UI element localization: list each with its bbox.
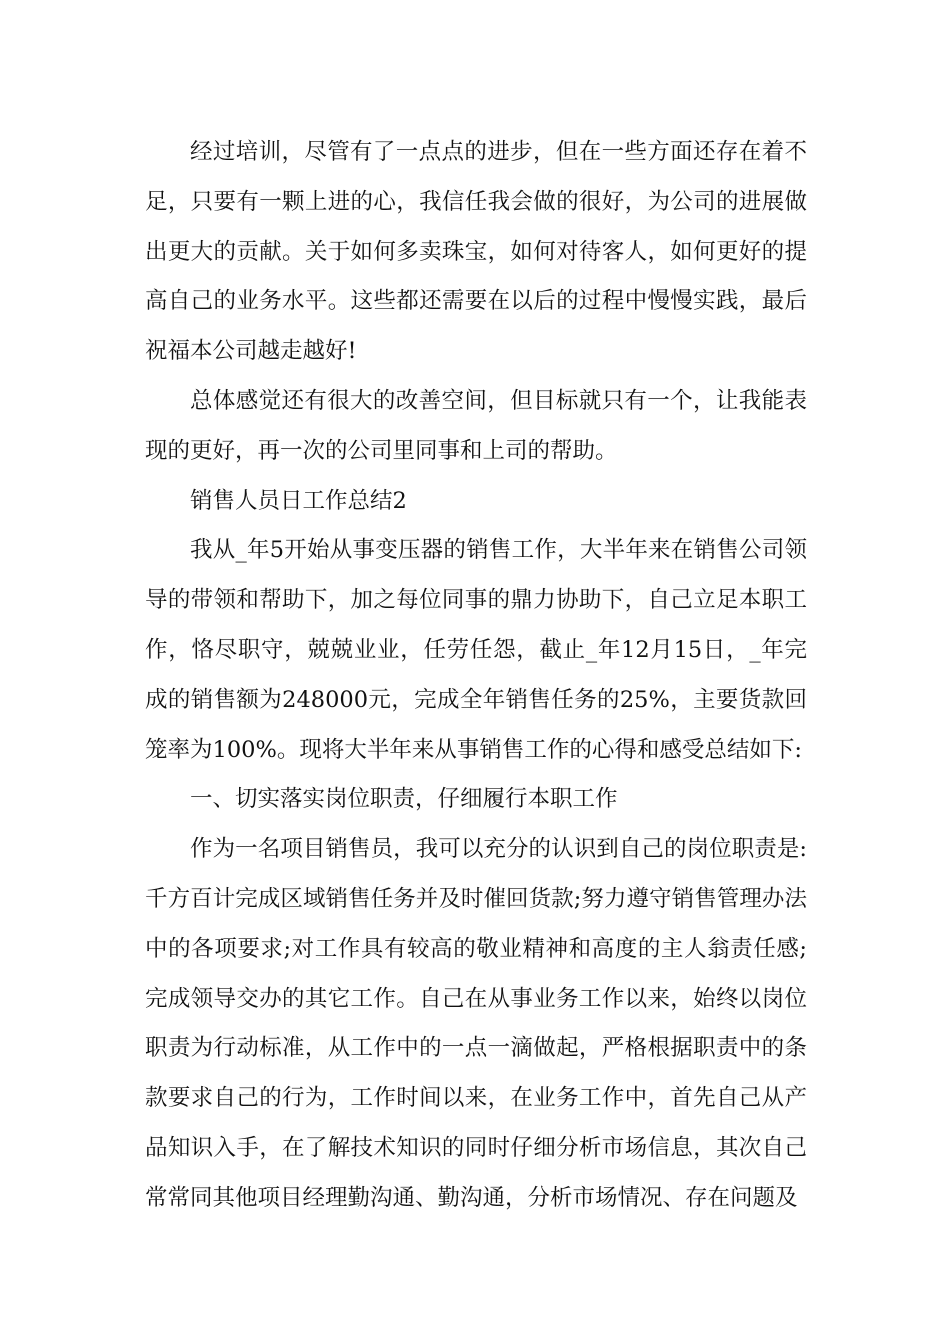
- paragraph-job-duties: 作为一名项目销售员，我可以充分的认识到自己的岗位职责是:千方百计完成区域销售任务并及时催回货款;努力遵守销售管理办法中的各项要求;对工作具有较高的敬业精神和高度的主人翁责任感;完成领导交办的其它工作。自己在从事业务工作以来，始终以岗位职责为行动标准，从工作中的一点一滴做起，严格根据职责中的条款要求自己的行为，工作时间以来，在业务工作中，首先自己从产品知识入手，在了解技术知识的同时仔细分析市场信息，其次自己常常同其他项目经理勤沟通、勤沟通，分析市场情况、存在问题及: [145, 836, 807, 1211]
- paragraph-sales-intro: 我从_年5开始从事变压器的销售工作，大半年来在销售公司领导的带领和帮助下，加之每位同事的鼎力协助下，自己立足本职工作，恪尽职守，兢兢业业，任劳任怨，截止_年12月15日，_年完成的销售额为248000元，完成全年销售任务的25%，主要货款回笼率为100%。现将大半年来从事销售工作的心得和感受总结如下:: [145, 537, 807, 763]
- paragraph-training-summary: 经过培训，尽管有了一点点的进步，但在一些方面还存在着不足，只要有一颗上进的心，我信任我会做的很好，为公司的进展做出更大的贡献。关于如何多卖珠宝，如何对待客人，如何更好的提高自己的业务水平。这些都还需要在以后的过程中慢慢实践，最后祝福本公司越走越好!: [145, 139, 807, 365]
- section-title-sales-summary-2: 销售人员日工作总结2: [190, 487, 407, 514]
- heading-job-responsibilities: 一、切实落实岗位职责，仔细履行本职工作: [190, 786, 618, 813]
- paragraph-overall-feeling: 总体感觉还有很大的改善空间，但目标就只有一个，让我能表现的更好，再一次的公司里同事和上司的帮助。: [145, 387, 807, 464]
- document-body: [145, 128, 807, 1224]
